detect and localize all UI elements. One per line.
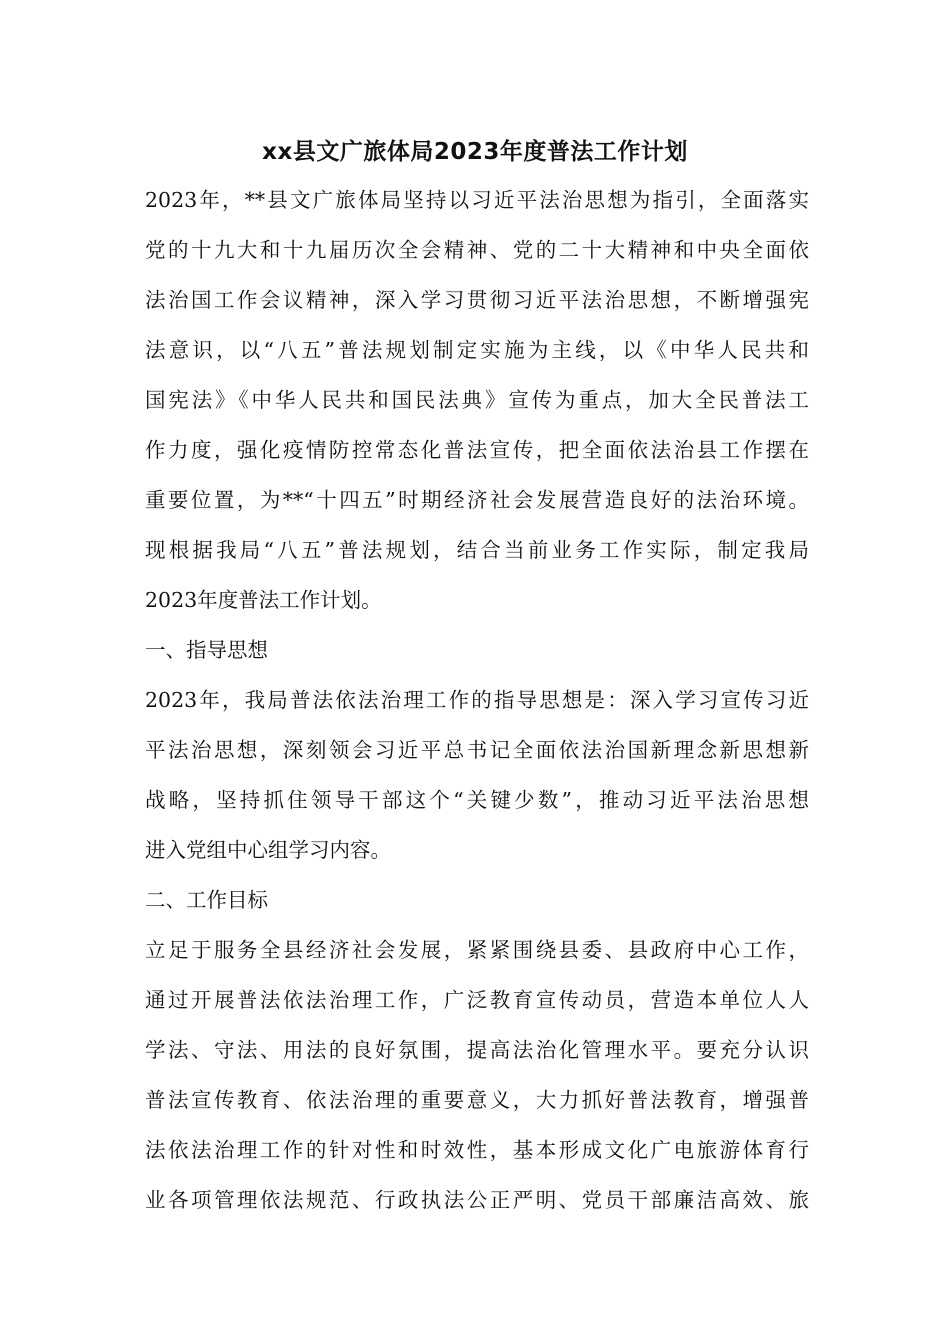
body-line: 普法宣传教育、依法治理的重要意义，大力抓好普法教育，增强普	[145, 1088, 809, 1112]
body-line: 立足于服务全县经济社会发展，紧紧围绕县委、县政府中心工作，	[145, 938, 809, 962]
document-body	[145, 181, 809, 1231]
body-line: 一、指导思想	[145, 638, 268, 662]
body-line: 党的十九大和十九届历次全会精神、党的二十大精神和中央全面依	[145, 238, 809, 262]
body-line: 2023年，我局普法依法治理工作的指导思想是：深入学习宣传习近	[145, 688, 809, 712]
body-line: 业各项管理依法规范、行政执法公正严明、党员干部廉洁高效、旅	[145, 1188, 809, 1212]
body-line: 2023年，**县文广旅体局坚持以习近平法治思想为指引，全面落实	[145, 188, 809, 212]
body-line: 进入党组中心组学习内容。	[145, 838, 391, 862]
document-title: xx县文广旅体局2023年度普法工作计划	[262, 139, 688, 165]
body-line: 法意识，以“八五”普法规划制定实施为主线，以《中华人民共和	[145, 338, 809, 362]
body-line: 二、工作目标	[145, 888, 268, 912]
body-line: 法依法治理工作的针对性和时效性，基本形成文化广电旅游体育行	[145, 1138, 809, 1162]
body-line: 2023年度普法工作计划。	[145, 588, 382, 612]
body-line: 学法、守法、用法的良好氛围，提高法治化管理水平。要充分认识	[145, 1038, 809, 1062]
body-line: 战略，坚持抓住领导干部这个“关键少数”，推动习近平法治思想	[145, 788, 809, 812]
body-line: 国宪法》《中华人民共和国民法典》宣传为重点，加大全民普法工	[145, 388, 809, 412]
body-line: 法治国工作会议精神，深入学习贯彻习近平法治思想，不断增强宪	[145, 288, 809, 312]
body-line: 平法治思想，深刻领会习近平总书记全面依法治国新理念新思想新	[145, 738, 809, 762]
body-line: 作力度，强化疫情防控常态化普法宣传，把全面依法治县工作摆在	[145, 438, 809, 462]
body-line: 重要位置，为**“十四五”时期经济社会发展营造良好的法治环境。	[145, 488, 809, 512]
body-line: 通过开展普法依法治理工作，广泛教育宣传动员，营造本单位人人	[145, 988, 809, 1012]
body-line: 现根据我局“八五”普法规划，结合当前业务工作实际，制定我局	[145, 538, 809, 562]
